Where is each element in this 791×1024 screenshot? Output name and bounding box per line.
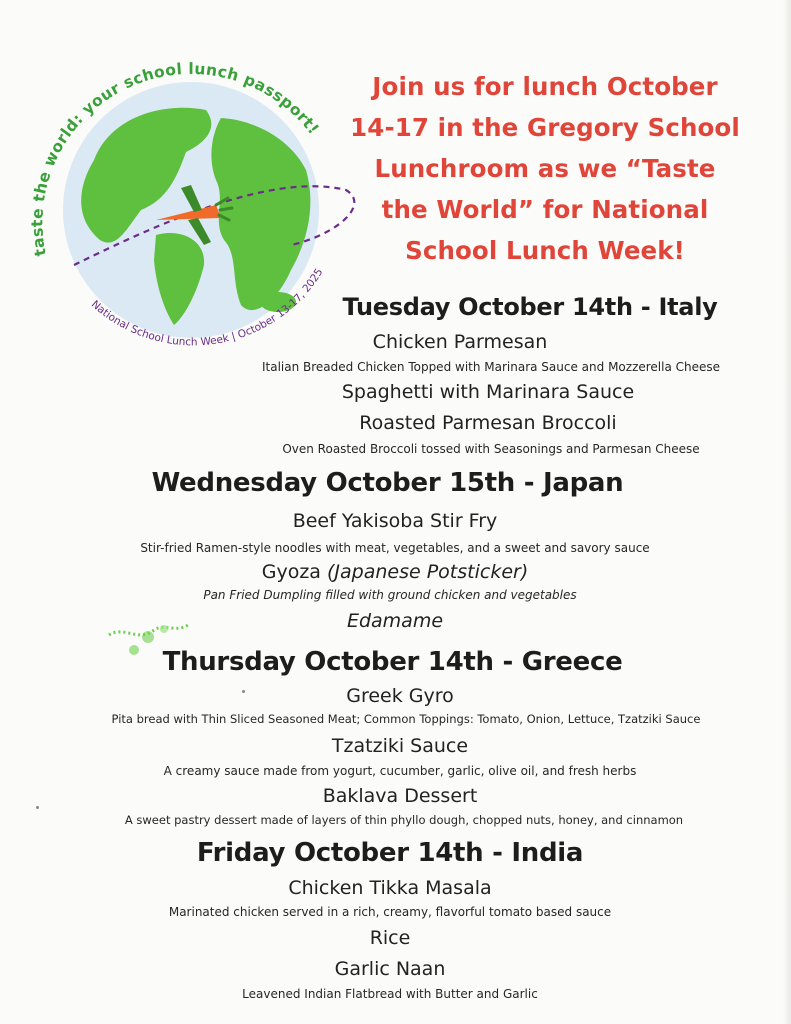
friday-dish-rice: Rice (369, 927, 411, 949)
invite-line: Lunchroom as we “Taste (374, 154, 716, 183)
gyoza-note: (Japanese Potsticker) (327, 561, 529, 583)
invite-line: 14-17 in the Gregory School (350, 113, 740, 142)
thursday-dish-baklava: Baklava Dessert (322, 785, 478, 807)
thursday-desc-gyro: Pita bread with Thin Sliced Seasoned Meat; Common Toppings: Tomato, Onion, Lettuce, Tzatziki Sauce (111, 712, 701, 726)
wednesday-dish-gyoza (240, 561, 550, 583)
wednesday-desc-yakisoba: Stir-fried Ramen-style noodles with meat, vegetables, and a sweet and savory sauce (140, 541, 650, 555)
tuesday-dish-chicken-parmesan: Chicken Parmesan (372, 331, 548, 353)
scan-speck (242, 690, 245, 693)
wednesday-dish-edamame: Edamame (346, 610, 444, 632)
invite-line: the World” for National (381, 195, 709, 224)
scan-speck (36, 806, 39, 809)
tuesday-dish-spaghetti: Spaghetti with Marinara Sauce (341, 381, 635, 403)
tuesday-heading: Tuesday October 14th - Italy (342, 293, 718, 321)
thursday-heading: Thursday October 14th - Greece (162, 647, 623, 677)
invite-line: Join us for lunch October (372, 72, 718, 101)
gyoza-name: Gyoza (261, 561, 321, 583)
invite-line: School Lunch Week! (405, 236, 685, 265)
wednesday-heading: Wednesday October 15th - Japan (151, 468, 624, 498)
friday-dish-garlic-naan: Garlic Naan (334, 958, 446, 980)
friday-desc-garlic-naan: Leavened Indian Flatbread with Butter and Garlic (242, 987, 538, 1001)
logo-bottom-text: National School Lunch Week | October 13-17, 2025 (88, 266, 326, 349)
wednesday-dish-yakisoba: Beef Yakisoba Stir Fry (292, 510, 498, 532)
logo-arc-text: taste the world: your school lunch passport! (28, 59, 323, 258)
thursday-dish-tzatziki: Tzatziki Sauce (331, 735, 469, 757)
page-edge-shadow (783, 0, 791, 1024)
taste-the-world-logo (16, 40, 366, 370)
tuesday-desc-broccoli: Oven Roasted Broccoli tossed with Seasonings and Parmesan Cheese (282, 442, 700, 456)
friday-desc-tikka-masala: Marinated chicken served in a rich, creamy, flavorful tomato based sauce (168, 905, 612, 919)
tuesday-desc-chicken-parmesan: Italian Breaded Chicken Topped with Marinara Sauce and Mozzerella Cheese (261, 360, 721, 374)
thursday-desc-tzatziki: A creamy sauce made from yogurt, cucumber, garlic, olive oil, and fresh herbs (163, 764, 637, 778)
friday-heading: Friday October 14th - India (196, 838, 584, 868)
thursday-dish-gyro: Greek Gyro (346, 685, 454, 707)
thursday-desc-baklava: A sweet pastry dessert made of layers of thin phyllo dough, chopped nuts, honey, and cinnamon (124, 813, 684, 827)
friday-dish-tikka-masala: Chicken Tikka Masala (288, 877, 492, 899)
invitation-text (340, 66, 750, 271)
wednesday-desc-gyoza: Pan Fried Dumpling filled with ground chicken and vegetables (203, 588, 577, 602)
tuesday-dish-broccoli: Roasted Parmesan Broccoli (359, 412, 617, 434)
